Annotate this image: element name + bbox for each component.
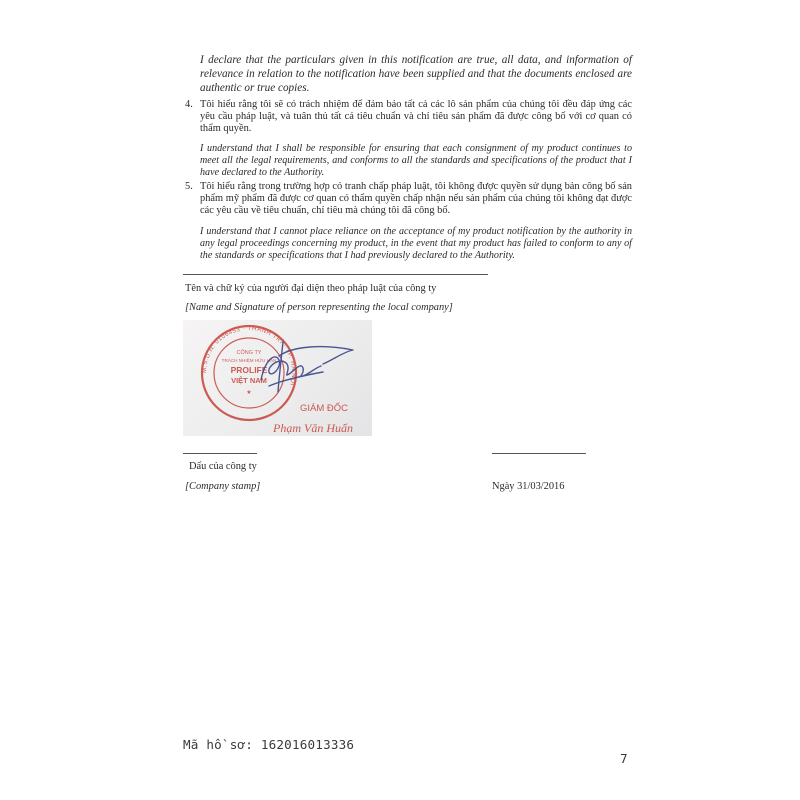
seal-line-1: CÔNG TY (236, 350, 262, 356)
clause-5-text-en: I understand that I cannot place reliance on the acceptance of my product notification by the authority in any legal proceedings concerning my product, in the event that my product has failed to conform to any of the standards or specifications that I had previously declared to the Authority. (200, 226, 632, 262)
director-name: Phạm Văn Huấn (273, 421, 353, 435)
clause-number: 5. (185, 181, 193, 192)
representative-label-vi: Tên và chữ ký của người đại diện theo pháp luật của công ty (185, 283, 437, 294)
signature-line (183, 274, 488, 275)
seal-company-name: PROLIFE (230, 365, 268, 375)
stamp-signature-image (183, 320, 372, 436)
clause-4-text-en: I understand that I shall be responsible for ensuring that each consignment of my product continues to meet all the legal requirements, and conforms to all the standards and specifications of the product that I have declared to the Authority. (200, 143, 632, 179)
clause-text-vi: Tôi hiểu rằng tôi sẽ có trách nhiệm để đảm bảo tất cả các lô sản phẩm của chúng tôi đều đáp ứng các yêu cầu pháp luật, và tuân thủ tất cả tiêu chuẩn và chỉ tiêu sản phẩm đã được công bố với cơ quan có thẩm quyền. (200, 99, 632, 135)
company-stamp-label-vi: Dấu của công ty (189, 461, 257, 472)
seal-line-2: TRÁCH NHIỆM HỮU HẠN (221, 358, 277, 363)
svg-text:★: ★ (246, 390, 252, 396)
clause-5 (185, 181, 632, 218)
seal-ring-text: M.S.D.N: 0106453 · THANH TRÌ · TP. HÀ NỘI (201, 325, 297, 387)
clause-text-vi: Tôi hiểu rằng trong trường hợp có tranh chấp pháp luật, tôi không được quyền sử dụng bản công bố sản phẩm mỹ phẩm đã được cơ quan có thẩm quyền chấp nhận nếu sản phẩm của chúng tôi không đạt được các yêu cầu về tiêu chuẩn, chỉ tiêu mà chúng tôi đã công bố. (200, 181, 632, 217)
company-stamp-label-en: [Company stamp] (185, 481, 261, 492)
clause-4 (185, 99, 632, 136)
clause-number: 4. (185, 99, 193, 110)
declaration-paragraph: I declare that the particulars given in this notification are true, all data, and information of relevance in relation to the notification have been supplied and that the documents enclosed are authentic or true copies. (200, 54, 632, 94)
file-number: Mã hồ sơ: 162016013336 (183, 737, 355, 752)
page-number: 7 (620, 751, 628, 766)
seal-country: VIỆT NAM (231, 376, 267, 385)
director-title: GIÁM ĐỐC (300, 403, 349, 414)
document-date: Ngày 31/03/2016 (492, 481, 565, 492)
representative-label-en: [Name and Signature of person representing the local company] (185, 302, 453, 313)
company-seal (202, 326, 297, 420)
company-stamp-line (183, 453, 257, 454)
date-line (492, 453, 586, 454)
